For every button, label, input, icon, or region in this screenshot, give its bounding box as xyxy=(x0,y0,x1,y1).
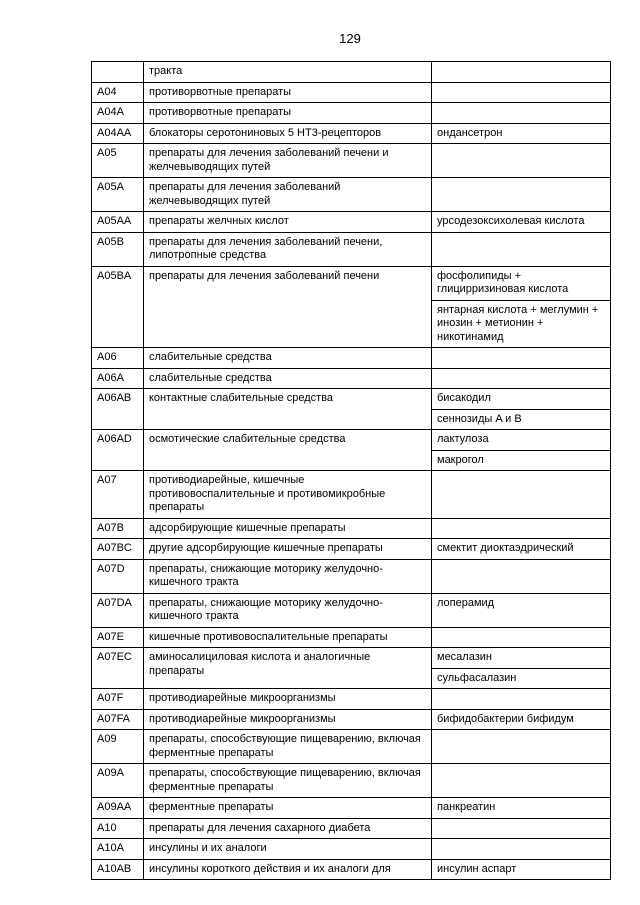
atc-code-cell: A09AA xyxy=(92,798,144,819)
table-row xyxy=(92,348,611,369)
table-row xyxy=(92,232,611,266)
table-row xyxy=(92,764,611,798)
drug-name-cell xyxy=(432,730,611,764)
group-name-cell: слабительные средства xyxy=(144,348,432,369)
drug-name-cell: макрогол xyxy=(432,450,611,471)
drug-name-cell xyxy=(432,82,611,103)
drug-name-cell xyxy=(432,559,611,593)
atc-code-cell: A05B xyxy=(92,232,144,266)
drug-name-cell: сульфасалазин xyxy=(432,668,611,689)
drug-name-cell: бисакодил xyxy=(432,389,611,410)
drug-name-cell: сеннозиды A и B xyxy=(432,409,611,430)
group-name-cell: адсорбирующие кишечные препараты xyxy=(144,518,432,539)
drug-name-cell xyxy=(432,627,611,648)
atc-code-cell: A04 xyxy=(92,82,144,103)
atc-code-cell: A04AA xyxy=(92,123,144,144)
drug-name-cell xyxy=(432,368,611,389)
group-name-cell: другие адсорбирующие кишечные препараты xyxy=(144,539,432,560)
group-name-cell: препараты, снижающие моторику желудочно-кишечного тракта xyxy=(144,593,432,627)
table-row xyxy=(92,839,611,860)
group-name-cell: препараты для лечения заболеваний печени xyxy=(144,266,432,348)
atc-code-cell: A07B xyxy=(92,518,144,539)
table-row xyxy=(92,689,611,710)
table-row xyxy=(92,123,611,144)
group-name-cell: кишечные противовоспалительные препараты xyxy=(144,627,432,648)
drug-name-cell xyxy=(432,764,611,798)
group-name-cell: тракта xyxy=(144,62,432,83)
drug-name-cell: янтарная кислота + меглумин + инозин + метионин + никотинамид xyxy=(432,300,611,348)
group-name-cell: противодиарейные, кишечные противовоспалительные и противомикробные препараты xyxy=(144,471,432,519)
drug-name-cell xyxy=(432,232,611,266)
table-row xyxy=(92,648,611,669)
table-row xyxy=(92,798,611,819)
group-name-cell: блокаторы серотониновых 5 HT3-рецепторов xyxy=(144,123,432,144)
group-name-cell: препараты, способствующие пищеварению, включая ферментные препараты xyxy=(144,730,432,764)
atc-code-cell: A07E xyxy=(92,627,144,648)
table-row xyxy=(92,471,611,519)
drug-name-cell: месалазин xyxy=(432,648,611,669)
table-row xyxy=(92,818,611,839)
table-row xyxy=(92,178,611,212)
group-name-cell: аминосалициловая кислота и аналогичные препараты xyxy=(144,648,432,689)
drug-name-cell xyxy=(432,348,611,369)
group-name-cell: препараты для лечения заболеваний печени, липотропные средства xyxy=(144,232,432,266)
drug-name-cell xyxy=(432,839,611,860)
drug-name-cell: лоперамид xyxy=(432,593,611,627)
group-name-cell: препараты желчных кислот xyxy=(144,212,432,233)
group-name-cell: слабительные средства xyxy=(144,368,432,389)
table-body xyxy=(92,62,611,880)
group-name-cell: препараты для лечения заболеваний желчевыводящих путей xyxy=(144,178,432,212)
group-name-cell: осмотические слабительные средства xyxy=(144,430,432,471)
atc-code-cell: A09A xyxy=(92,764,144,798)
table-row xyxy=(92,518,611,539)
group-name-cell: противорвотные препараты xyxy=(144,82,432,103)
group-name-cell: противодиарейные микроорганизмы xyxy=(144,689,432,710)
atc-code-cell: A07F xyxy=(92,689,144,710)
group-name-cell: контактные слабительные средства xyxy=(144,389,432,430)
drug-name-cell xyxy=(432,62,611,83)
atc-code-cell: A10AB xyxy=(92,859,144,880)
table-row xyxy=(92,859,611,880)
drug-name-cell xyxy=(432,471,611,519)
atc-code-cell: A04A xyxy=(92,103,144,124)
atc-code-cell xyxy=(92,62,144,83)
table-row xyxy=(92,709,611,730)
drug-name-cell xyxy=(432,689,611,710)
group-name-cell: ферментные препараты xyxy=(144,798,432,819)
drug-name-cell xyxy=(432,818,611,839)
drug-name-cell: лактулоза xyxy=(432,430,611,451)
group-name-cell: препараты, снижающие моторику желудочно-кишечного тракта xyxy=(144,559,432,593)
atc-code-cell: A09 xyxy=(92,730,144,764)
atc-code-cell: A07 xyxy=(92,471,144,519)
atc-code-cell: A07BC xyxy=(92,539,144,560)
table-row xyxy=(92,559,611,593)
table-row xyxy=(92,730,611,764)
atc-drug-table xyxy=(91,61,611,880)
atc-code-cell: A10 xyxy=(92,818,144,839)
group-name-cell: препараты, способствующие пищеварению, включая ферментные препараты xyxy=(144,764,432,798)
drug-name-cell: смектит диоктаэдрический xyxy=(432,539,611,560)
atc-code-cell: A07EC xyxy=(92,648,144,689)
drug-name-cell: урсодезоксихолевая кислота xyxy=(432,212,611,233)
atc-code-cell: A05BA xyxy=(92,266,144,348)
atc-code-cell: A06A xyxy=(92,368,144,389)
drug-name-cell: ондансетрон xyxy=(432,123,611,144)
group-name-cell: инсулины и их аналоги xyxy=(144,839,432,860)
drug-name-cell xyxy=(432,144,611,178)
drug-name-cell xyxy=(432,518,611,539)
drug-name-cell: бифидобактерии бифидум xyxy=(432,709,611,730)
group-name-cell: инсулины короткого действия и их аналоги для xyxy=(144,859,432,880)
drug-name-cell xyxy=(432,178,611,212)
table-row xyxy=(92,368,611,389)
group-name-cell: препараты для лечения сахарного диабета xyxy=(144,818,432,839)
drug-name-cell: фосфолипиды + глицирризиновая кислота xyxy=(432,266,611,300)
table-row xyxy=(92,82,611,103)
group-name-cell: препараты для лечения заболеваний печени и желчевыводящих путей xyxy=(144,144,432,178)
atc-code-cell: A07DA xyxy=(92,593,144,627)
atc-code-cell: A10A xyxy=(92,839,144,860)
table-row xyxy=(92,539,611,560)
table-row xyxy=(92,389,611,410)
atc-code-cell: A07FA xyxy=(92,709,144,730)
table-row xyxy=(92,266,611,300)
table-row xyxy=(92,593,611,627)
atc-code-cell: A07D xyxy=(92,559,144,593)
atc-code-cell: A05 xyxy=(92,144,144,178)
group-name-cell: противорвотные препараты xyxy=(144,103,432,124)
drug-name-cell xyxy=(432,103,611,124)
table-row xyxy=(92,627,611,648)
atc-code-cell: A06AB xyxy=(92,389,144,430)
table-row xyxy=(92,103,611,124)
table-row xyxy=(92,212,611,233)
page-number: 129 xyxy=(339,31,361,46)
drug-name-cell: панкреатин xyxy=(432,798,611,819)
atc-code-cell: A05A xyxy=(92,178,144,212)
drug-name-cell: инсулин аспарт xyxy=(432,859,611,880)
atc-code-cell: A06 xyxy=(92,348,144,369)
atc-code-cell: A05AA xyxy=(92,212,144,233)
group-name-cell: противодиарейные микроорганизмы xyxy=(144,709,432,730)
table-row xyxy=(92,144,611,178)
atc-code-cell: A06AD xyxy=(92,430,144,471)
table-row xyxy=(92,430,611,451)
table-row xyxy=(92,62,611,83)
